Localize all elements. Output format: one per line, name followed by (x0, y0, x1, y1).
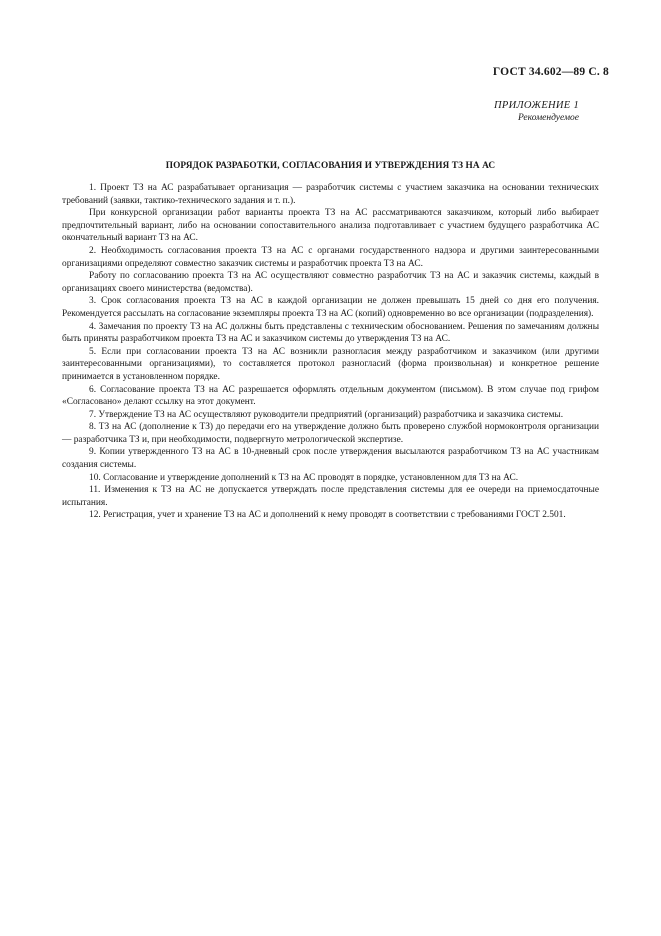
paragraph-6: 6. Согласование проекта ТЗ на АС разрешается оформлять отдельным документом (письмом). В этом случае под грифом «Согласовано» делают ссылку на этот документ. (62, 384, 599, 408)
paragraph-2-cont: Работу по согласованию проекта ТЗ на АС осуществляют совместно разработчик ТЗ на АС и заказчик системы, каждый в организациях своего министерства (ведомства). (62, 271, 599, 294)
paragraph-7: 7. Утверждение ТЗ на АС осуществляют руководители предприятий (организаций) разработчика и заказчика системы. (89, 409, 564, 420)
paragraph-11: 11. Изменения к ТЗ на АС не допускается утверждать после представления системы для ее очереди на приемосдаточные испытания. (62, 485, 599, 508)
paragraph-2: 2. Необходимость согласования проекта ТЗ на АС с органами государственного надзора и другими заинтересованными организациями определяют совместно заказчик системы и разработчик проекта ТЗ на АС. (62, 245, 599, 269)
appendix-title: ПРИЛОЖЕНИЕ 1 (494, 100, 579, 111)
paragraph-4: 4. Замечания по проекту ТЗ на АС должны быть представлены с техническим обоснованием. Решения по замечаниям должны быть приняты разработчиком проекта ТЗ на АС и заказчиком системы до утверждения ТЗ на АС. (62, 321, 599, 345)
appendix-label (494, 100, 579, 124)
page-header: ГОСТ 34.602—89 С. 8 (492, 66, 609, 78)
paragraph-8: 8. ТЗ на АС (дополнение к ТЗ) до передачи его на утверждение должно быть проверено службой нормоконтроля организации — разработчика ТЗ и, при необходимости, подвергнуто метрологической экспертизе. (62, 422, 599, 445)
paragraph-12: 12. Регистрация, учет и хранение ТЗ на АС и дополнений к нему проводят в соответствии с требованиями ГОСТ 2.501. (89, 510, 566, 521)
paragraph-10: 10. Согласование и утверждение дополнений к ТЗ на АС проводят в порядке, установленном для ТЗ на АС. (89, 472, 519, 483)
document-title: ПОРЯДОК РАЗРАБОТКИ, СОГЛАСОВАНИЯ И УТВЕРЖДЕНИЯ ТЗ НА АС (165, 161, 496, 171)
paragraph-9: 9. Копии утвержденного ТЗ на АС в 10-дневный срок после утверждения высылаются разработчиком ТЗ на АС участникам создания системы. (62, 447, 599, 471)
paragraph-1-cont: При конкурсной организации работ варианты проекта ТЗ на АС рассматриваются заказчиком, который либо выбирает предпочтительный вариант, либо на основании сопоставительного анализа подготавливает с участием будущего разработчика АС окончательный вариант ТЗ на АС. (62, 208, 599, 244)
paragraph-3: 3. Срок согласования проекта ТЗ на АС в каждой организации не должен превышать 15 дней со дня его получения. Рекомендуется рассылать на согласование экземпляры проекта ТЗ на АС (копий) одновременно во все организации (подразделения). (62, 296, 599, 319)
paragraph-5: 5. Если при согласовании проекта ТЗ на АС возникли разногласия между разработчиком и заказчиком (или другими заинтересованными организациями), то составляется протокол разногласий (форма произвольная) и конкретное решение принимается в установленном порядке. (62, 346, 599, 382)
document-body (62, 182, 599, 522)
paragraph-1: 1. Проект ТЗ на АС разрабатывает организация — разработчик системы с участием заказчика на основании технических требований (заявки, тактико-технического задания и т. п.). (62, 183, 599, 206)
appendix-subtitle: Рекомендуемое (517, 113, 579, 123)
